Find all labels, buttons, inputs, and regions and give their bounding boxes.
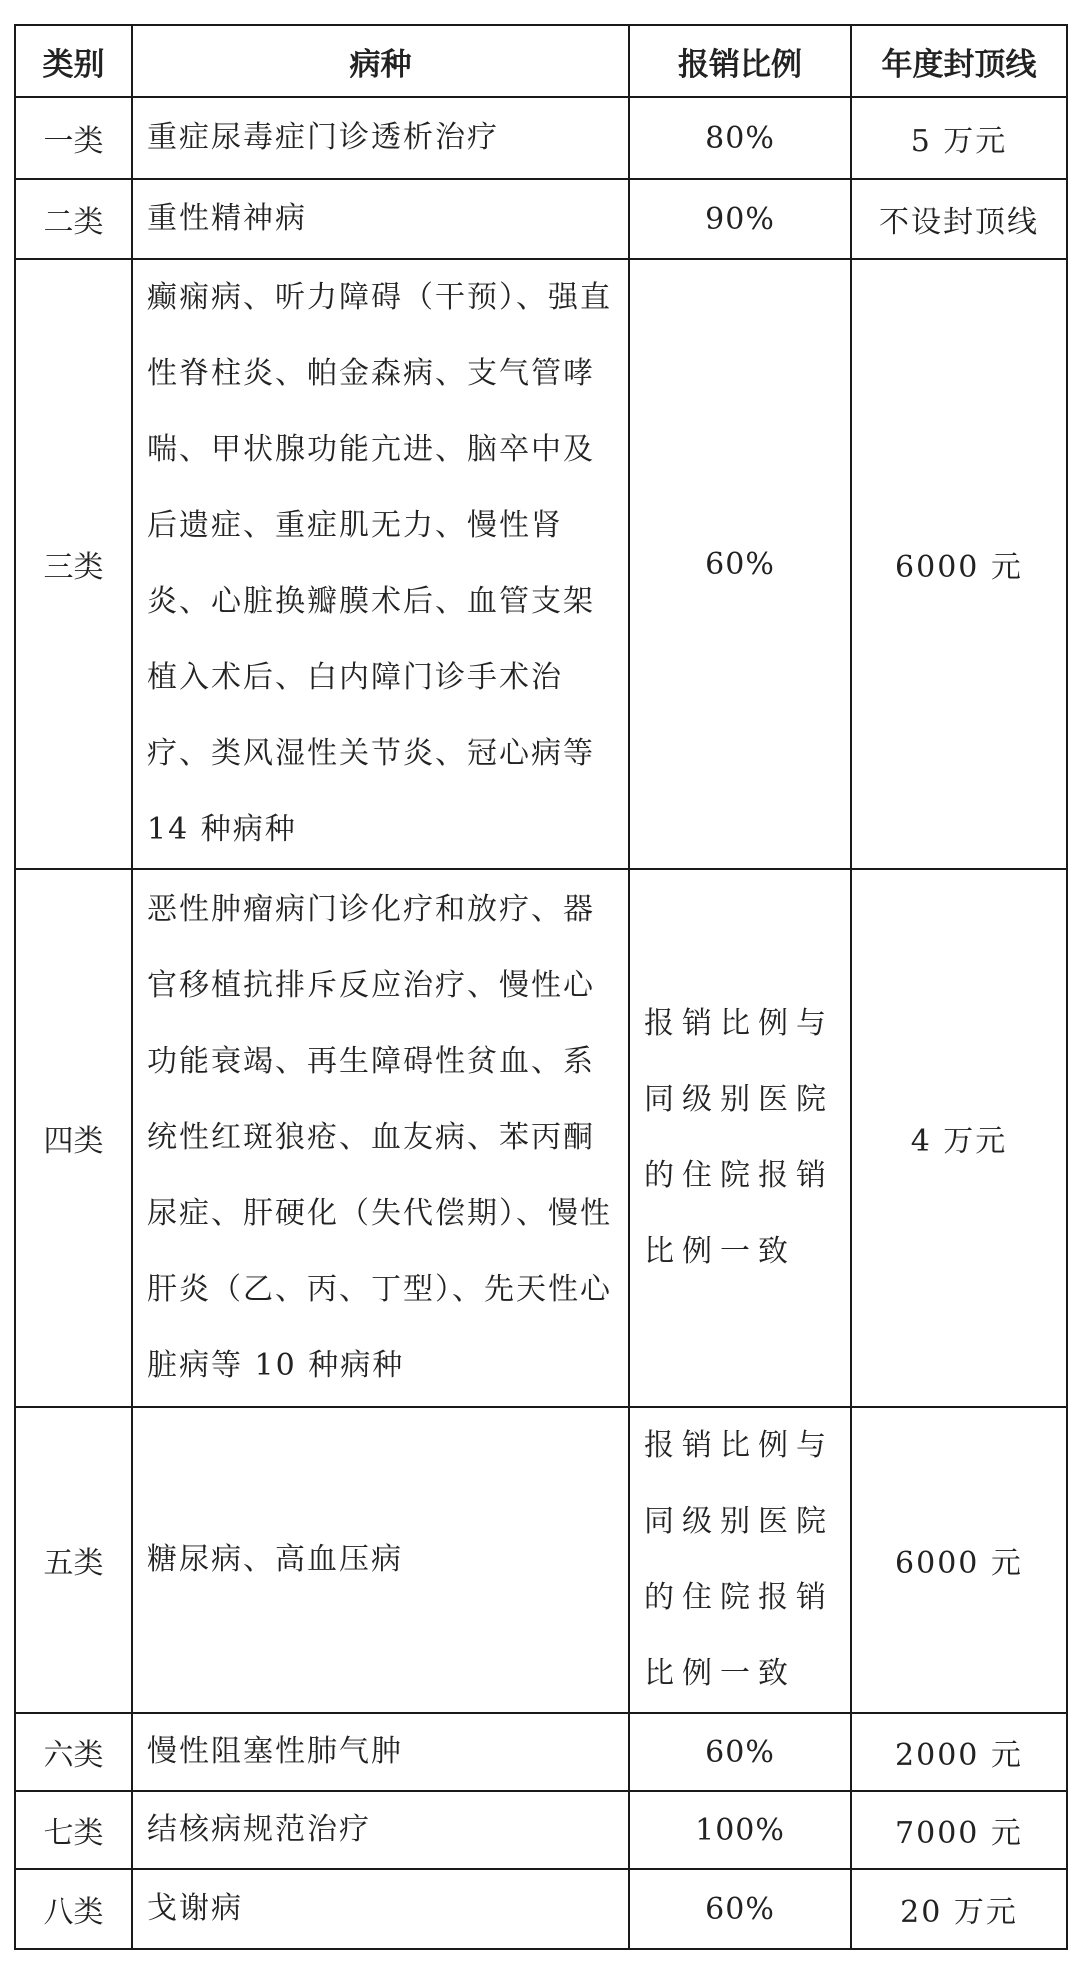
table-row <box>15 97 1067 179</box>
header-ratio: 报销比例 <box>629 25 851 97</box>
disease-cell: 结核病规范治疗 <box>132 1791 629 1869</box>
cap-cell: 2000 元 <box>851 1713 1067 1791</box>
ratio-cell: 80% <box>629 97 851 179</box>
category-cell: 五类 <box>15 1407 132 1713</box>
cap-cell: 不设封顶线 <box>851 179 1067 259</box>
ratio-cell: 报销比例与同级别医院的住院报销比例一致 <box>629 1407 851 1713</box>
ratio-cell: 90% <box>629 179 851 259</box>
category-cell: 六类 <box>15 1713 132 1791</box>
ratio-cell: 60% <box>629 1713 851 1791</box>
table-row <box>15 259 1067 869</box>
disease-cell: 戈谢病 <box>132 1869 629 1949</box>
table-row <box>15 1791 1067 1869</box>
ratio-cell: 60% <box>629 1869 851 1949</box>
ratio-cell: 报销比例与同级别医院的住院报销比例一致 <box>629 869 851 1407</box>
header-disease: 病种 <box>132 25 629 97</box>
category-cell: 二类 <box>15 179 132 259</box>
reimbursement-table <box>14 24 1068 1950</box>
table-row <box>15 1407 1067 1713</box>
cap-cell: 6000 元 <box>851 1407 1067 1713</box>
cap-cell: 7000 元 <box>851 1791 1067 1869</box>
disease-cell: 恶性肿瘤病门诊化疗和放疗、器官移植抗排斥反应治疗、慢性心功能衰竭、再生障碍性贫血、系统性红斑狼疮、血友病、苯丙酮尿症、肝硬化（失代偿期）、慢性肝炎（乙、丙、丁型）、先天性心脏病等 10 种病种 <box>132 869 629 1407</box>
disease-cell: 癫痫病、听力障碍（干预）、强直性脊柱炎、帕金森病、支气管哮喘、甲状腺功能亢进、脑卒中及后遗症、重症肌无力、慢性肾炎、心脏换瓣膜术后、血管支架植入术后、白内障门诊手术治疗、类风湿性关节炎、冠心病等 14 种病种 <box>132 259 629 869</box>
category-cell: 八类 <box>15 1869 132 1949</box>
category-cell: 一类 <box>15 97 132 179</box>
ratio-cell: 60% <box>629 259 851 869</box>
cap-cell: 6000 元 <box>851 259 1067 869</box>
header-category: 类别 <box>15 25 132 97</box>
ratio-cell: 100% <box>629 1791 851 1869</box>
cap-cell: 5 万元 <box>851 97 1067 179</box>
table-row <box>15 1869 1067 1949</box>
cap-cell: 4 万元 <box>851 869 1067 1407</box>
category-cell: 七类 <box>15 1791 132 1869</box>
table-row <box>15 869 1067 1407</box>
header-row <box>15 25 1067 97</box>
disease-cell: 重症尿毒症门诊透析治疗 <box>132 97 629 179</box>
cap-cell: 20 万元 <box>851 1869 1067 1949</box>
table-row <box>15 1713 1067 1791</box>
disease-cell: 重性精神病 <box>132 179 629 259</box>
category-cell: 四类 <box>15 869 132 1407</box>
disease-cell: 糖尿病、高血压病 <box>132 1407 629 1713</box>
table-row <box>15 179 1067 259</box>
category-cell: 三类 <box>15 259 132 869</box>
disease-cell: 慢性阻塞性肺气肿 <box>132 1713 629 1791</box>
header-cap: 年度封顶线 <box>851 25 1067 97</box>
